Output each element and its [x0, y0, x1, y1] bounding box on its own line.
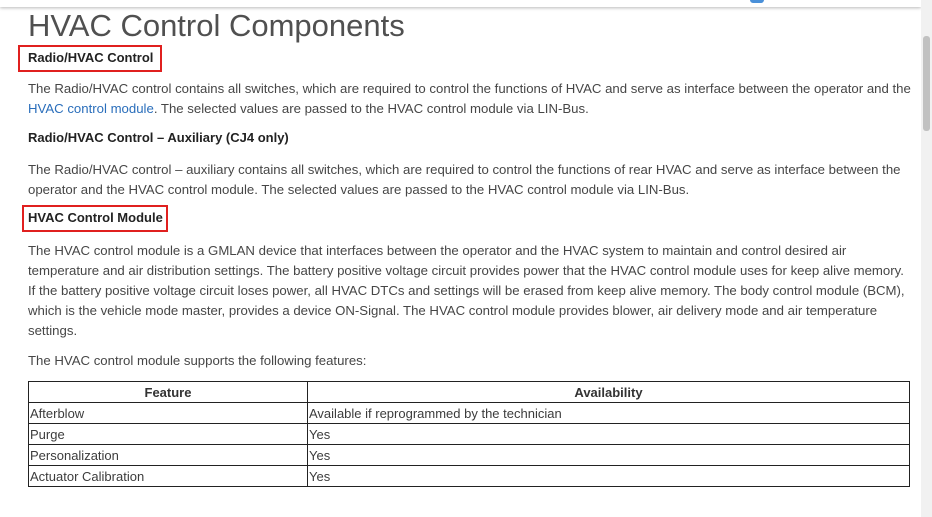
- table-cell-feature: Actuator Calibration: [29, 466, 308, 487]
- paragraph-text: . The selected values are passed to the HVAC control module via LIN-Bus.: [153, 101, 589, 116]
- section-heading-radio-hvac: Radio/HVAC Control: [28, 50, 154, 65]
- table-header-feature: Feature: [29, 382, 308, 403]
- table-row: [29, 466, 910, 487]
- features-table: [28, 381, 910, 487]
- table-cell-availability: Yes: [308, 424, 910, 445]
- table-cell-feature: Afterblow: [29, 403, 308, 424]
- scrollbar-thumb[interactable]: [923, 36, 930, 131]
- paragraph-text: The Radio/HVAC control contains all switches, which are required to control the functions of HVAC and serve as interface between the operator and the: [28, 81, 911, 96]
- table-header-availability: Availability: [308, 382, 910, 403]
- table-cell-availability: Yes: [308, 445, 910, 466]
- browser-top-bar: [0, 0, 921, 7]
- section-heading-radio-hvac-aux: Radio/HVAC Control – Auxiliary (CJ4 only): [28, 130, 289, 145]
- vertical-scrollbar[interactable]: [921, 0, 932, 517]
- paragraph-radio-hvac-aux: The Radio/HVAC control – auxiliary contains all switches, which are required to control the functions of rear HVAC and serve as interface between the operator and the HVAC control module. The selected values are passed to the HVAC control module via LIN-Bus.: [28, 162, 901, 197]
- table-cell-feature: Personalization: [29, 445, 308, 466]
- table-row: [29, 424, 910, 445]
- table-row: [29, 403, 910, 424]
- table-cell-feature: Purge: [29, 424, 308, 445]
- hvac-control-module-link[interactable]: HVAC control module: [28, 101, 154, 116]
- table-header-row: [29, 382, 910, 403]
- page-title: HVAC Control Components: [28, 8, 405, 43]
- top-bar-indicator: [750, 0, 764, 3]
- table-cell-availability: Yes: [308, 466, 910, 487]
- paragraph-hvac-module: The HVAC control module is a GMLAN device that interfaces between the operator and the HVAC system to maintain and control desired air temperature and air distribution settings. The battery positive voltage circuit provides power that the HVAC control module uses for keep alive memory. If the battery positive voltage circuit loses power, all HVAC DTCs and settings will be erased from keep alive memory. The body control module (BCM), which is the vehicle mode master, provides a device ON-Signal. The HVAC control module provides blower, air delivery mode and air temperature settings.: [28, 243, 905, 338]
- table-cell-availability: Available if reprogrammed by the technician: [308, 403, 910, 424]
- paragraph-features-intro: The HVAC control module supports the following features:: [28, 353, 367, 368]
- table-row: [29, 445, 910, 466]
- section-heading-hvac-module: HVAC Control Module: [28, 210, 163, 225]
- paragraph-radio-hvac: [28, 79, 913, 119]
